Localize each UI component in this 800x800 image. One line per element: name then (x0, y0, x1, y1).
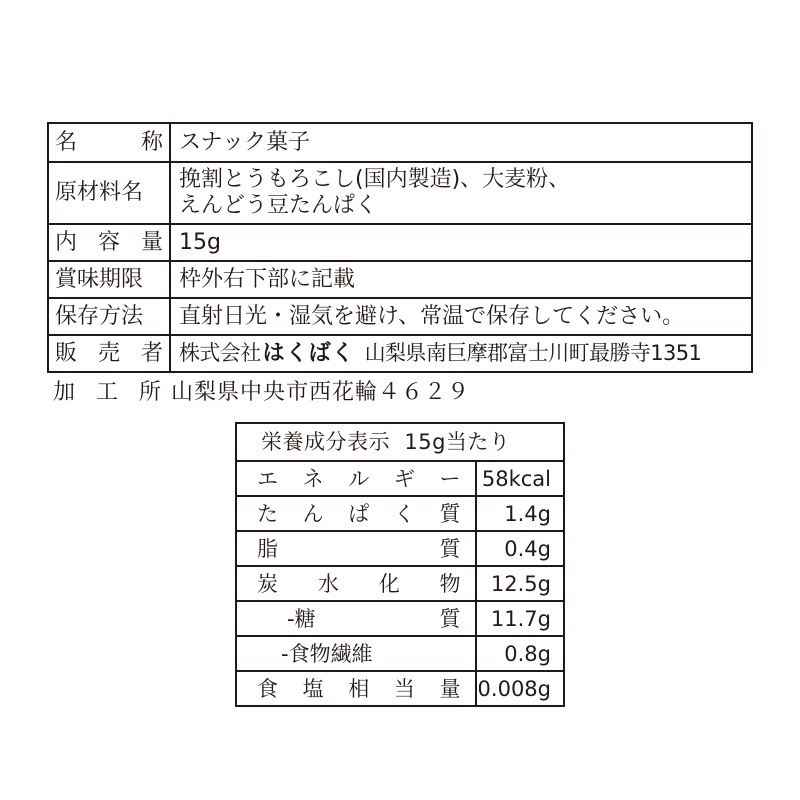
name-char: く (393, 501, 415, 526)
processing-address: 山梨県中央市西花輪４６２９ (171, 379, 471, 405)
label-char: 工 (95, 379, 118, 405)
nutrition-serving: 15g当たり (404, 430, 511, 454)
label-char: 量 (140, 229, 163, 255)
name-char: 相 (348, 676, 370, 701)
nutrient-name (236, 461, 476, 496)
nutrient-amount: 0.008g (476, 671, 564, 706)
name-char: 質 (439, 501, 461, 526)
info-value (170, 298, 752, 335)
storage-note: 直射日光・湿気を避け、常温で保存してください。 (179, 303, 685, 329)
info-row-seller (48, 335, 752, 372)
ingredients-line: 挽割とうもろこし(国内製造)、大麦粉、 (179, 167, 571, 192)
name-char: 脂 (257, 536, 278, 561)
nutrition-row (236, 566, 564, 601)
info-row-name (48, 123, 752, 162)
nutrient-amount: 1.4g (476, 496, 564, 531)
info-value (170, 224, 752, 261)
name-char: ぱ (348, 501, 370, 526)
seller-brand-logo: はくばく (262, 341, 355, 366)
name-char: 質 (439, 606, 461, 631)
name-char: 当 (393, 676, 415, 701)
nutrient-name (236, 566, 476, 601)
nutrient-name (236, 636, 476, 671)
label-char: 所 (138, 379, 161, 405)
info-row-ingredients (48, 162, 752, 224)
nutrition-table (235, 422, 565, 707)
label-text: 保存方法 (55, 303, 144, 329)
name-char: 炭 (257, 571, 278, 596)
info-label (48, 162, 170, 224)
nutrition-title: 栄養成分表示 (261, 430, 390, 454)
name-char: た (257, 501, 278, 526)
info-label (48, 224, 170, 261)
name-char: 量 (439, 676, 461, 701)
nutrition-row (236, 601, 564, 636)
nutrition-row (236, 531, 564, 566)
nutrient-name (236, 601, 476, 636)
nutrient-amount: 11.7g (476, 601, 564, 636)
nutrient-name (236, 531, 476, 566)
info-value (170, 162, 752, 224)
nutrition-row (236, 496, 564, 531)
info-value (170, 335, 752, 372)
label-char: 者 (140, 340, 163, 366)
name-char: 物 (439, 571, 461, 596)
name-char: ル (348, 466, 370, 491)
label-char: 販 (55, 340, 78, 366)
info-row-best-before (48, 261, 752, 298)
info-label (48, 335, 170, 372)
name-char: -糖 (287, 606, 316, 631)
name-char: 食 (257, 676, 278, 701)
name-char: ん (302, 501, 324, 526)
nutrition-title-cell (236, 423, 564, 461)
nutrient-name (236, 496, 476, 531)
name-char: ー (439, 466, 461, 491)
label-char: 加 (53, 379, 76, 405)
label-text: 原材料名 (55, 180, 144, 205)
info-label (48, 123, 170, 162)
label-char: 名 (55, 129, 78, 155)
name-char: 質 (439, 536, 461, 561)
label-text: 賞味期限 (55, 266, 144, 292)
nutrition-row (236, 636, 564, 671)
nutrient-amount: 58kcal (476, 461, 564, 496)
name-char: 水 (317, 571, 339, 596)
seller-address: 山梨県南巨摩郡富士川町最勝寺1351 (364, 341, 702, 365)
best-before-note: 枠外右下部に記載 (179, 266, 356, 292)
nutrient-amount: 0.8g (476, 636, 564, 671)
nutrient-amount: 12.5g (476, 566, 564, 601)
ingredients-line: えんどう豆たんぱく (179, 193, 378, 218)
name-char: ネ (302, 466, 324, 491)
nutrition-row (236, 671, 564, 706)
product-name: スナック菓子 (179, 129, 311, 155)
nutrition-header (236, 423, 564, 461)
name-char: エ (257, 466, 278, 491)
nutrition-row (236, 461, 564, 496)
label-char: 容 (97, 229, 120, 255)
name-text: -食物繊維 (281, 641, 373, 666)
info-label (48, 298, 170, 335)
processing-label (47, 375, 167, 406)
processing-site (47, 373, 753, 407)
label-char: 売 (97, 340, 120, 366)
info-label (48, 261, 170, 298)
content-amount: 15g (179, 229, 221, 255)
product-info-table (47, 122, 753, 373)
info-value (170, 261, 752, 298)
name-char: 化 (378, 571, 400, 596)
info-row-content (48, 224, 752, 261)
name-char: ギ (393, 466, 415, 491)
info-row-storage (48, 298, 752, 335)
nutrient-amount: 0.4g (476, 531, 564, 566)
label-char: 称 (140, 129, 163, 155)
info-value (170, 123, 752, 162)
nutrient-name (236, 671, 476, 706)
name-char: 塩 (302, 676, 324, 701)
seller-company: 株式会社 (179, 341, 261, 365)
label-char: 内 (55, 229, 78, 255)
